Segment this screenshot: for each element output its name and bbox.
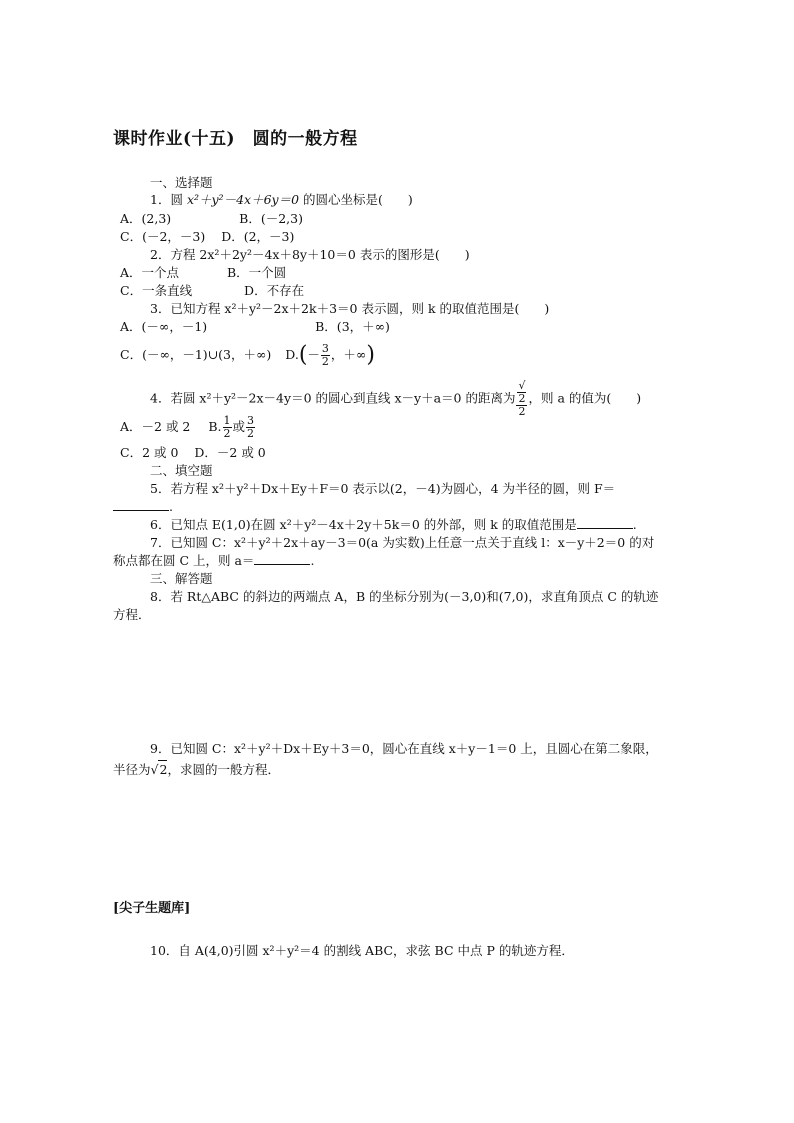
q3-option-d: D.(－ $\frac{3}{2}$ ，＋∞) [285,342,375,368]
q2-option-d: D．不存在 [244,283,305,298]
question-4-stem [150,380,641,418]
q3-option-a: A．(－∞，－1) [120,319,208,334]
section-heading-solve: 三、解答题 [150,571,213,586]
section-heading-fill: 二、填空题 [150,463,213,478]
q4-stem-post: ，则 a 的值为( ) [528,390,642,406]
question-3-stem: 3．已知方程 x²＋y²－2x＋2k＋3＝0 表示圆，则 k 的取值范围是( ) [150,301,550,316]
question-2-options-cd [120,282,304,300]
q4-option-c: C．2 或 0 [120,445,179,460]
question-5-stem: 5．若方程 x²＋y²＋Dx＋Ey＋F＝0 表示以(2，－4)为圆心，4 为半径的圆，则 F＝ [150,481,616,496]
q6-answer-blank[interactable] [577,516,633,529]
q1-stem-pre: 1．圆 [150,192,187,207]
question-7-stem-line-2: 称点都在圆 C 上，则 a＝ . [113,553,315,568]
question-1-stem [150,191,413,209]
q1-option-a: A．(2,3) [120,211,172,226]
q1-option-c: C．(－2，－3) [120,229,206,244]
question-8-stem-line-1: 8．若 Rt△ABC 的斜边的两端点 A，B 的坐标分别为(－3,0)和(7,0)，求直角顶点 C 的轨迹 [150,589,659,604]
q1-stem-post: 的圆心坐标是( ) [299,192,413,207]
q2-option-a: A．一个点 [120,265,180,280]
q3-option-d-fraction: $\frac{3}{2}$ [321,342,329,368]
q4-option-d: D．－2 或 0 [194,445,266,460]
question-6-stem: 6．已知点 E(1,0)在圆 x²＋y²－4x＋2y＋5k＝0 的外部，则 k 的取值范围是 . [150,517,637,532]
question-2-options-ab [120,264,286,282]
section-heading-advanced: [尖子生题库] [113,901,191,916]
question-2-stem: 2．方程 2x²＋2y²－4x＋8y＋10＝0 表示的图形是( ) [150,247,470,262]
question-8-stem-line-2: 方程． [113,607,151,622]
q1-equation: x²＋y²－4x＋6y＝0 [186,192,300,207]
q1-option-b: B．(－2,3) [239,211,303,226]
question-10-stem: 10．自 A(4,0)引圆 x²＋y²＝4 的割线 ABC，求弦 BC 中点 P 的轨迹方程． [150,943,574,958]
q3-option-b: B．(3，＋∞) [315,319,390,334]
q1-option-d: D．(2，－3) [221,229,295,244]
question-1-options-ab [120,210,303,228]
question-5-answer-line: . [113,498,173,516]
section-heading-choice: 一、选择题 [150,175,213,190]
question-9-stem-line-2: 半径为√2，求圆的一般方程． [113,762,280,777]
q4-stem-pre: 4．若圆 x²＋y²－2x－4y＝0 的圆心到直线 x－y＋a＝0 的距离为 [150,390,516,406]
question-3-options-ab [120,318,390,336]
question-1-options-cd [120,228,294,246]
q5-answer-blank[interactable] [113,498,169,511]
page-title: 课时作业(十五) 圆的一般方程 [113,129,358,149]
question-9-stem-line-1: 9．已知圆 C：x²＋y²＋Dx＋Ey＋3＝0，圆心在直线 x＋y－1＝0 上，且圆心在第二象限， [150,741,658,756]
question-3-options-cd [120,343,375,368]
q2-option-b: B．一个圆 [227,265,287,280]
q4-option-b: B. $\frac{1}{2}$ 或 $\frac{3}{2}$ [208,414,255,440]
q7-answer-blank[interactable] [254,552,310,565]
q9-radius-value: 2 [159,762,168,777]
question-7-stem-line-1: 7．已知圆 C：x²＋y²＋2x＋ay－3＝0(a 为实数)上任意一点关于直线 l：x－y＋2＝0 的对 [150,535,655,550]
question-4-options-cd [120,444,266,462]
q4-distance-fraction: √ 2 2 [518,379,526,418]
q2-option-c: C．一条直线 [120,283,193,298]
q4-option-a: A．－2 或 2 [120,419,191,434]
q3-option-c: C．(－∞，－1)∪(3，＋∞) [120,347,272,362]
question-4-options-ab [120,415,256,440]
